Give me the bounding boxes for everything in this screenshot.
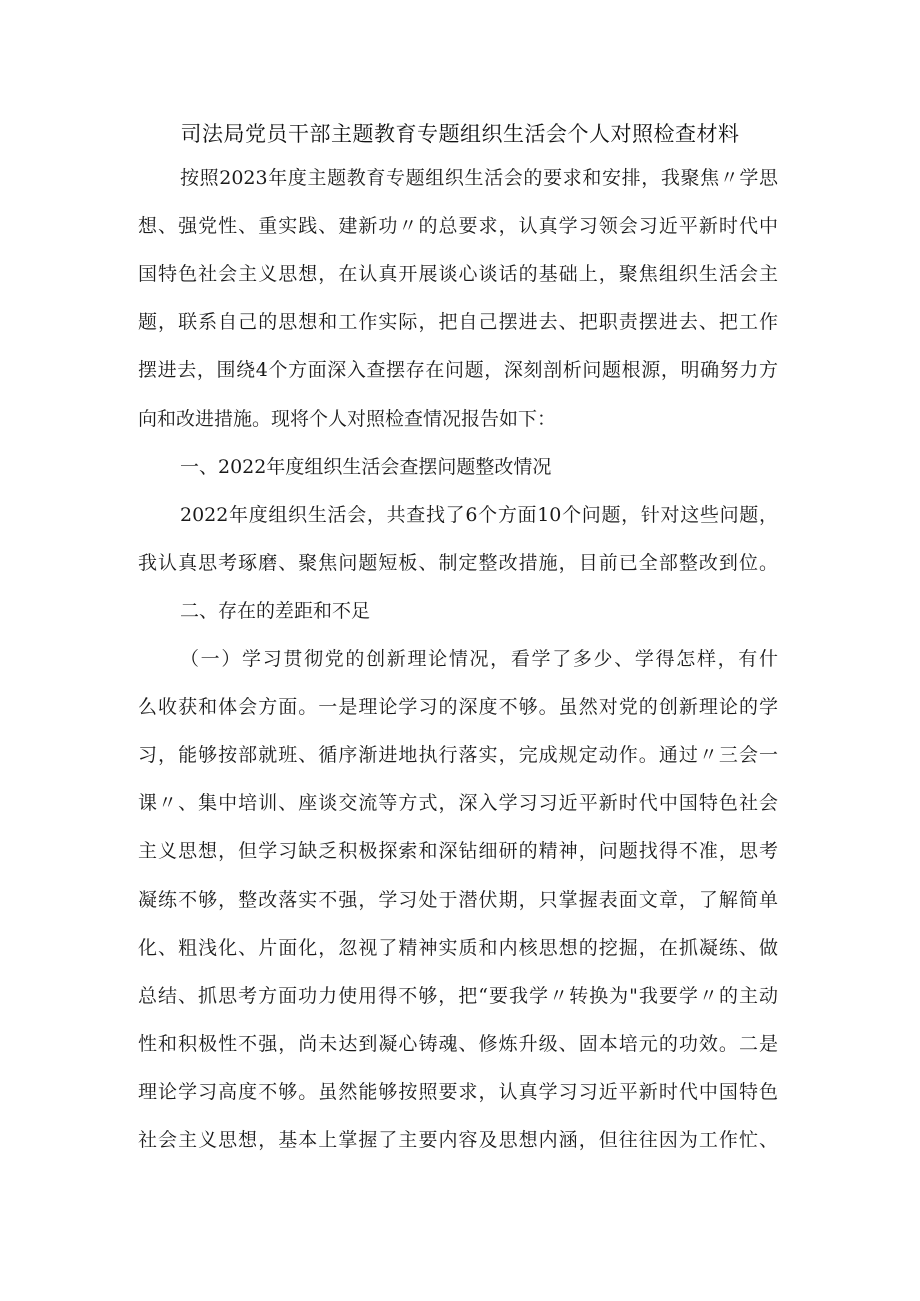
body-line: 向和改进措施。现将个人对照检查情况报告如下： xyxy=(138,407,557,430)
body-line: 按照2023年度主题教育专题组织生活会的要求和安排，我聚焦〃学思 xyxy=(180,167,778,189)
body-line: 社会主义思想，基本上掌握了主要内容及思想内涵，但往往因为工作忙、 xyxy=(138,1129,778,1151)
body-line: 题，联系自己的思想和工作实际，把自己摆进去、把职责摆进去、把工作 xyxy=(138,311,778,334)
body-line: 想、强党性、重实践、建新功〃的总要求，认真学习领会习近平新时代中 xyxy=(138,215,778,238)
body-line: 摆进去，围绕4个方面深入查摆存在问题，深刻剖析问题根源，明确努力方 xyxy=(138,359,778,382)
body-line: 课〃、集中培训、座谈交流等方式，深入学习习近平新时代中国特色社会 xyxy=(138,792,778,815)
body-line: （一）学习贯彻党的创新理论情况，看学了多少、学得怎样，有什 xyxy=(180,648,778,670)
body-line: 总结、抓思考方面功力使用得不够，把“要我学〃转换为"我要学〃的主动 xyxy=(138,984,778,1007)
body-line: 性和积极性不强，尚未达到凝心铸魂、修炼升级、固本培元的功效。二是 xyxy=(138,1032,778,1055)
body-line: 二、存在的差距和不足 xyxy=(180,599,371,622)
body-line: 国特色社会主义思想，在认真开展谈心谈话的基础上，聚焦组织生活会主 xyxy=(138,263,778,286)
document-title: 司法局党员干部主题教育专题组织生活会个人对照检查材料 xyxy=(180,122,740,146)
body-line: 2022年度组织生活会，共查找了6个方面10个问题，针对这些问题， xyxy=(180,503,778,526)
body-line: 一、2022年度组织生活会查摆问题整改情况 xyxy=(180,455,552,478)
body-line: 理论学习高度不够。虽然能够按照要求，认真学习习近平新时代中国特色 xyxy=(138,1080,778,1103)
body-line: 我认真思考琢磨、聚焦问题短板、制定整改措施，目前已全部整改到位。 xyxy=(138,551,778,574)
body-line: 么收获和体会方面。一是理论学习的深度不够。虽然对党的创新理论的学 xyxy=(138,696,778,719)
body-line: 凝练不够，整改落实不强，学习处于潜伏期，只掌握表面文章，了解简单 xyxy=(138,888,778,911)
body-line: 习，能够按部就班、循序渐进地执行落实，完成规定动作。通过〃三会一 xyxy=(138,744,778,767)
body-line: 化、粗浅化、片面化，忽视了精神实质和内核思想的挖掘，在抓凝练、做 xyxy=(138,936,778,959)
body-line: 主义思想，但学习缺乏积极探索和深钻细研的精神，问题找得不准，思考 xyxy=(138,840,778,863)
